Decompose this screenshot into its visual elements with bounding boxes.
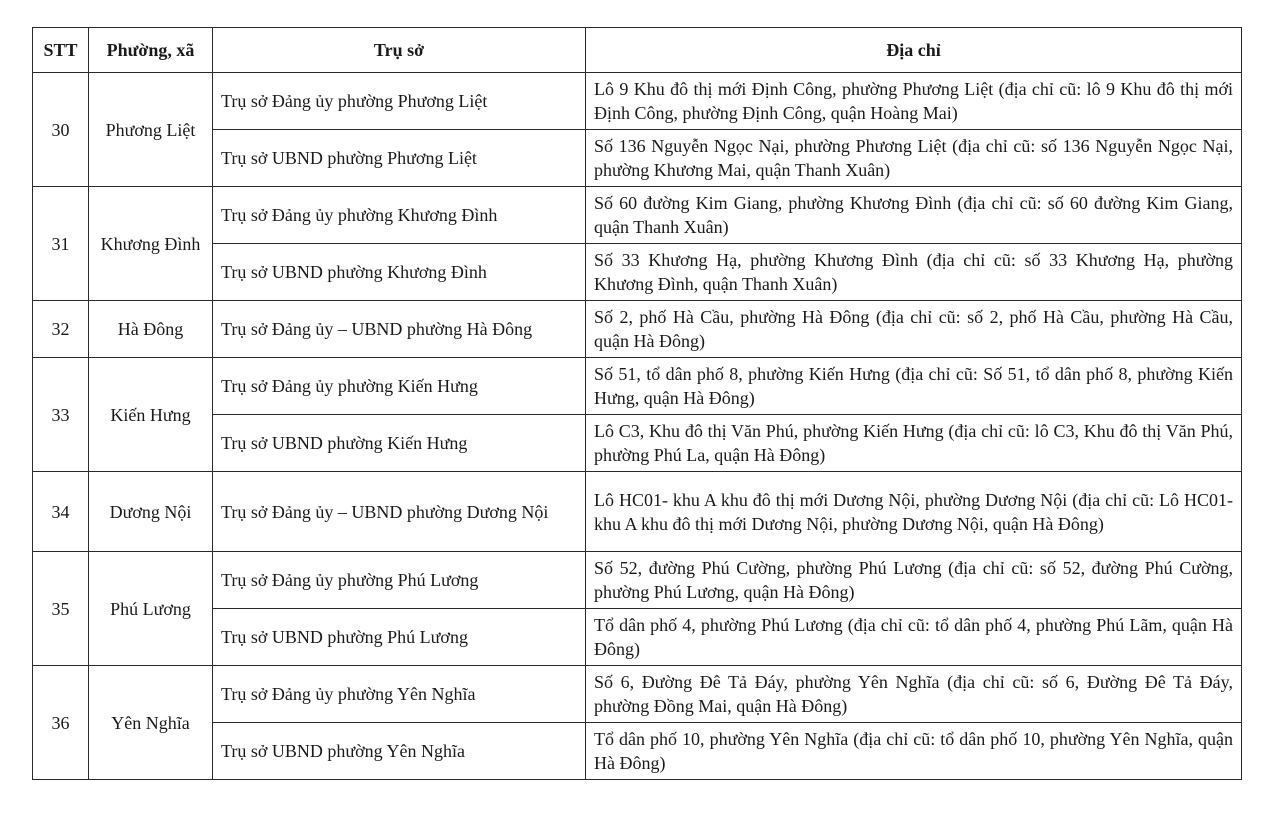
table-row [33, 723, 1242, 780]
address-cell: Lô C3, Khu đô thị Văn Phú, phường Kiến Hưng (địa chỉ cũ: lô C3, Khu đô thị Văn Phú, phường Phú La, quận Hà Đông) [586, 415, 1242, 472]
table-row [33, 73, 1242, 130]
table-row [33, 415, 1242, 472]
office-cell: Trụ sở Đảng ủy phường Khương Đình [213, 187, 586, 244]
office-cell: Trụ sở Đảng ủy phường Phú Lương [213, 552, 586, 609]
stt-cell: 35 [33, 552, 89, 666]
ward-cell: Phú Lương [89, 552, 213, 666]
table-row [33, 244, 1242, 301]
header-address: Địa chỉ [586, 28, 1242, 73]
table-row [33, 609, 1242, 666]
office-cell: Trụ sở Đảng ủy – UBND phường Dương Nội [213, 472, 586, 552]
address-cell: Số 2, phố Hà Cầu, phường Hà Đông (địa chỉ cũ: số 2, phố Hà Cầu, phường Hà Cầu, quận Hà Đông) [586, 301, 1242, 358]
header-ward: Phường, xã [89, 28, 213, 73]
table-header-row [33, 28, 1242, 73]
office-cell: Trụ sở UBND phường Khương Đình [213, 244, 586, 301]
ward-cell: Khương Đình [89, 187, 213, 301]
table-row [33, 358, 1242, 415]
table-row [33, 666, 1242, 723]
stt-cell: 36 [33, 666, 89, 780]
address-cell: Số 52, đường Phú Cường, phường Phú Lương (địa chỉ cũ: số 52, đường Phú Cường, phường Phú Lương, quận Hà Đông) [586, 552, 1242, 609]
ward-cell: Yên Nghĩa [89, 666, 213, 780]
stt-cell: 33 [33, 358, 89, 472]
stt-cell: 30 [33, 73, 89, 187]
table-row [33, 472, 1242, 552]
address-cell: Số 51, tổ dân phố 8, phường Kiến Hưng (địa chỉ cũ: Số 51, tổ dân phố 8, phường Kiến Hưng, quận Hà Đông) [586, 358, 1242, 415]
address-cell: Tổ dân phố 10, phường Yên Nghĩa (địa chỉ cũ: tổ dân phố 10, phường Yên Nghĩa, quận Hà Đông) [586, 723, 1242, 780]
table-row [33, 301, 1242, 358]
address-cell: Lô 9 Khu đô thị mới Định Công, phường Phương Liệt (địa chỉ cũ: lô 9 Khu đô thị mới Định Công, phường Định Công, quận Hoàng Mai) [586, 73, 1242, 130]
headquarters-address-table [32, 27, 1242, 780]
office-cell: Trụ sở Đảng ủy phường Kiến Hưng [213, 358, 586, 415]
table-row [33, 552, 1242, 609]
ward-cell: Hà Đông [89, 301, 213, 358]
office-cell: Trụ sở UBND phường Phú Lương [213, 609, 586, 666]
address-cell: Lô HC01- khu A khu đô thị mới Dương Nội, phường Dương Nội (địa chỉ cũ: Lô HC01- khu A khu đô thị mới Dương Nội, phường Dương Nội, quận Hà Đông) [586, 472, 1242, 552]
header-office: Trụ sở [213, 28, 586, 73]
address-cell: Số 136 Nguyễn Ngọc Nại, phường Phương Liệt (địa chỉ cũ: số 136 Nguyễn Ngọc Nại, phường Khương Mai, quận Thanh Xuân) [586, 130, 1242, 187]
stt-cell: 31 [33, 187, 89, 301]
office-cell: Trụ sở UBND phường Phương Liệt [213, 130, 586, 187]
table-row [33, 130, 1242, 187]
ward-cell: Phương Liệt [89, 73, 213, 187]
address-cell: Số 6, Đường Đê Tả Đáy, phường Yên Nghĩa (địa chỉ cũ: số 6, Đường Đê Tả Đáy, phường Đồng Mai, quận Hà Đông) [586, 666, 1242, 723]
ward-cell: Dương Nội [89, 472, 213, 552]
address-cell: Số 33 Khương Hạ, phường Khương Đình (địa chỉ cũ: số 33 Khương Hạ, phường Khương Đình, quận Thanh Xuân) [586, 244, 1242, 301]
office-cell: Trụ sở Đảng ủy – UBND phường Hà Đông [213, 301, 586, 358]
stt-cell: 34 [33, 472, 89, 552]
stt-cell: 32 [33, 301, 89, 358]
address-cell: Số 60 đường Kim Giang, phường Khương Đình (địa chỉ cũ: số 60 đường Kim Giang, quận Thanh Xuân) [586, 187, 1242, 244]
header-stt: STT [33, 28, 89, 73]
office-cell: Trụ sở UBND phường Yên Nghĩa [213, 723, 586, 780]
ward-cell: Kiến Hưng [89, 358, 213, 472]
address-cell: Tổ dân phố 4, phường Phú Lương (địa chỉ cũ: tổ dân phố 4, phường Phú Lãm, quận Hà Đông) [586, 609, 1242, 666]
office-cell: Trụ sở Đảng ủy phường Phương Liệt [213, 73, 586, 130]
office-cell: Trụ sở UBND phường Kiến Hưng [213, 415, 586, 472]
office-cell: Trụ sở Đảng ủy phường Yên Nghĩa [213, 666, 586, 723]
table-row [33, 187, 1242, 244]
